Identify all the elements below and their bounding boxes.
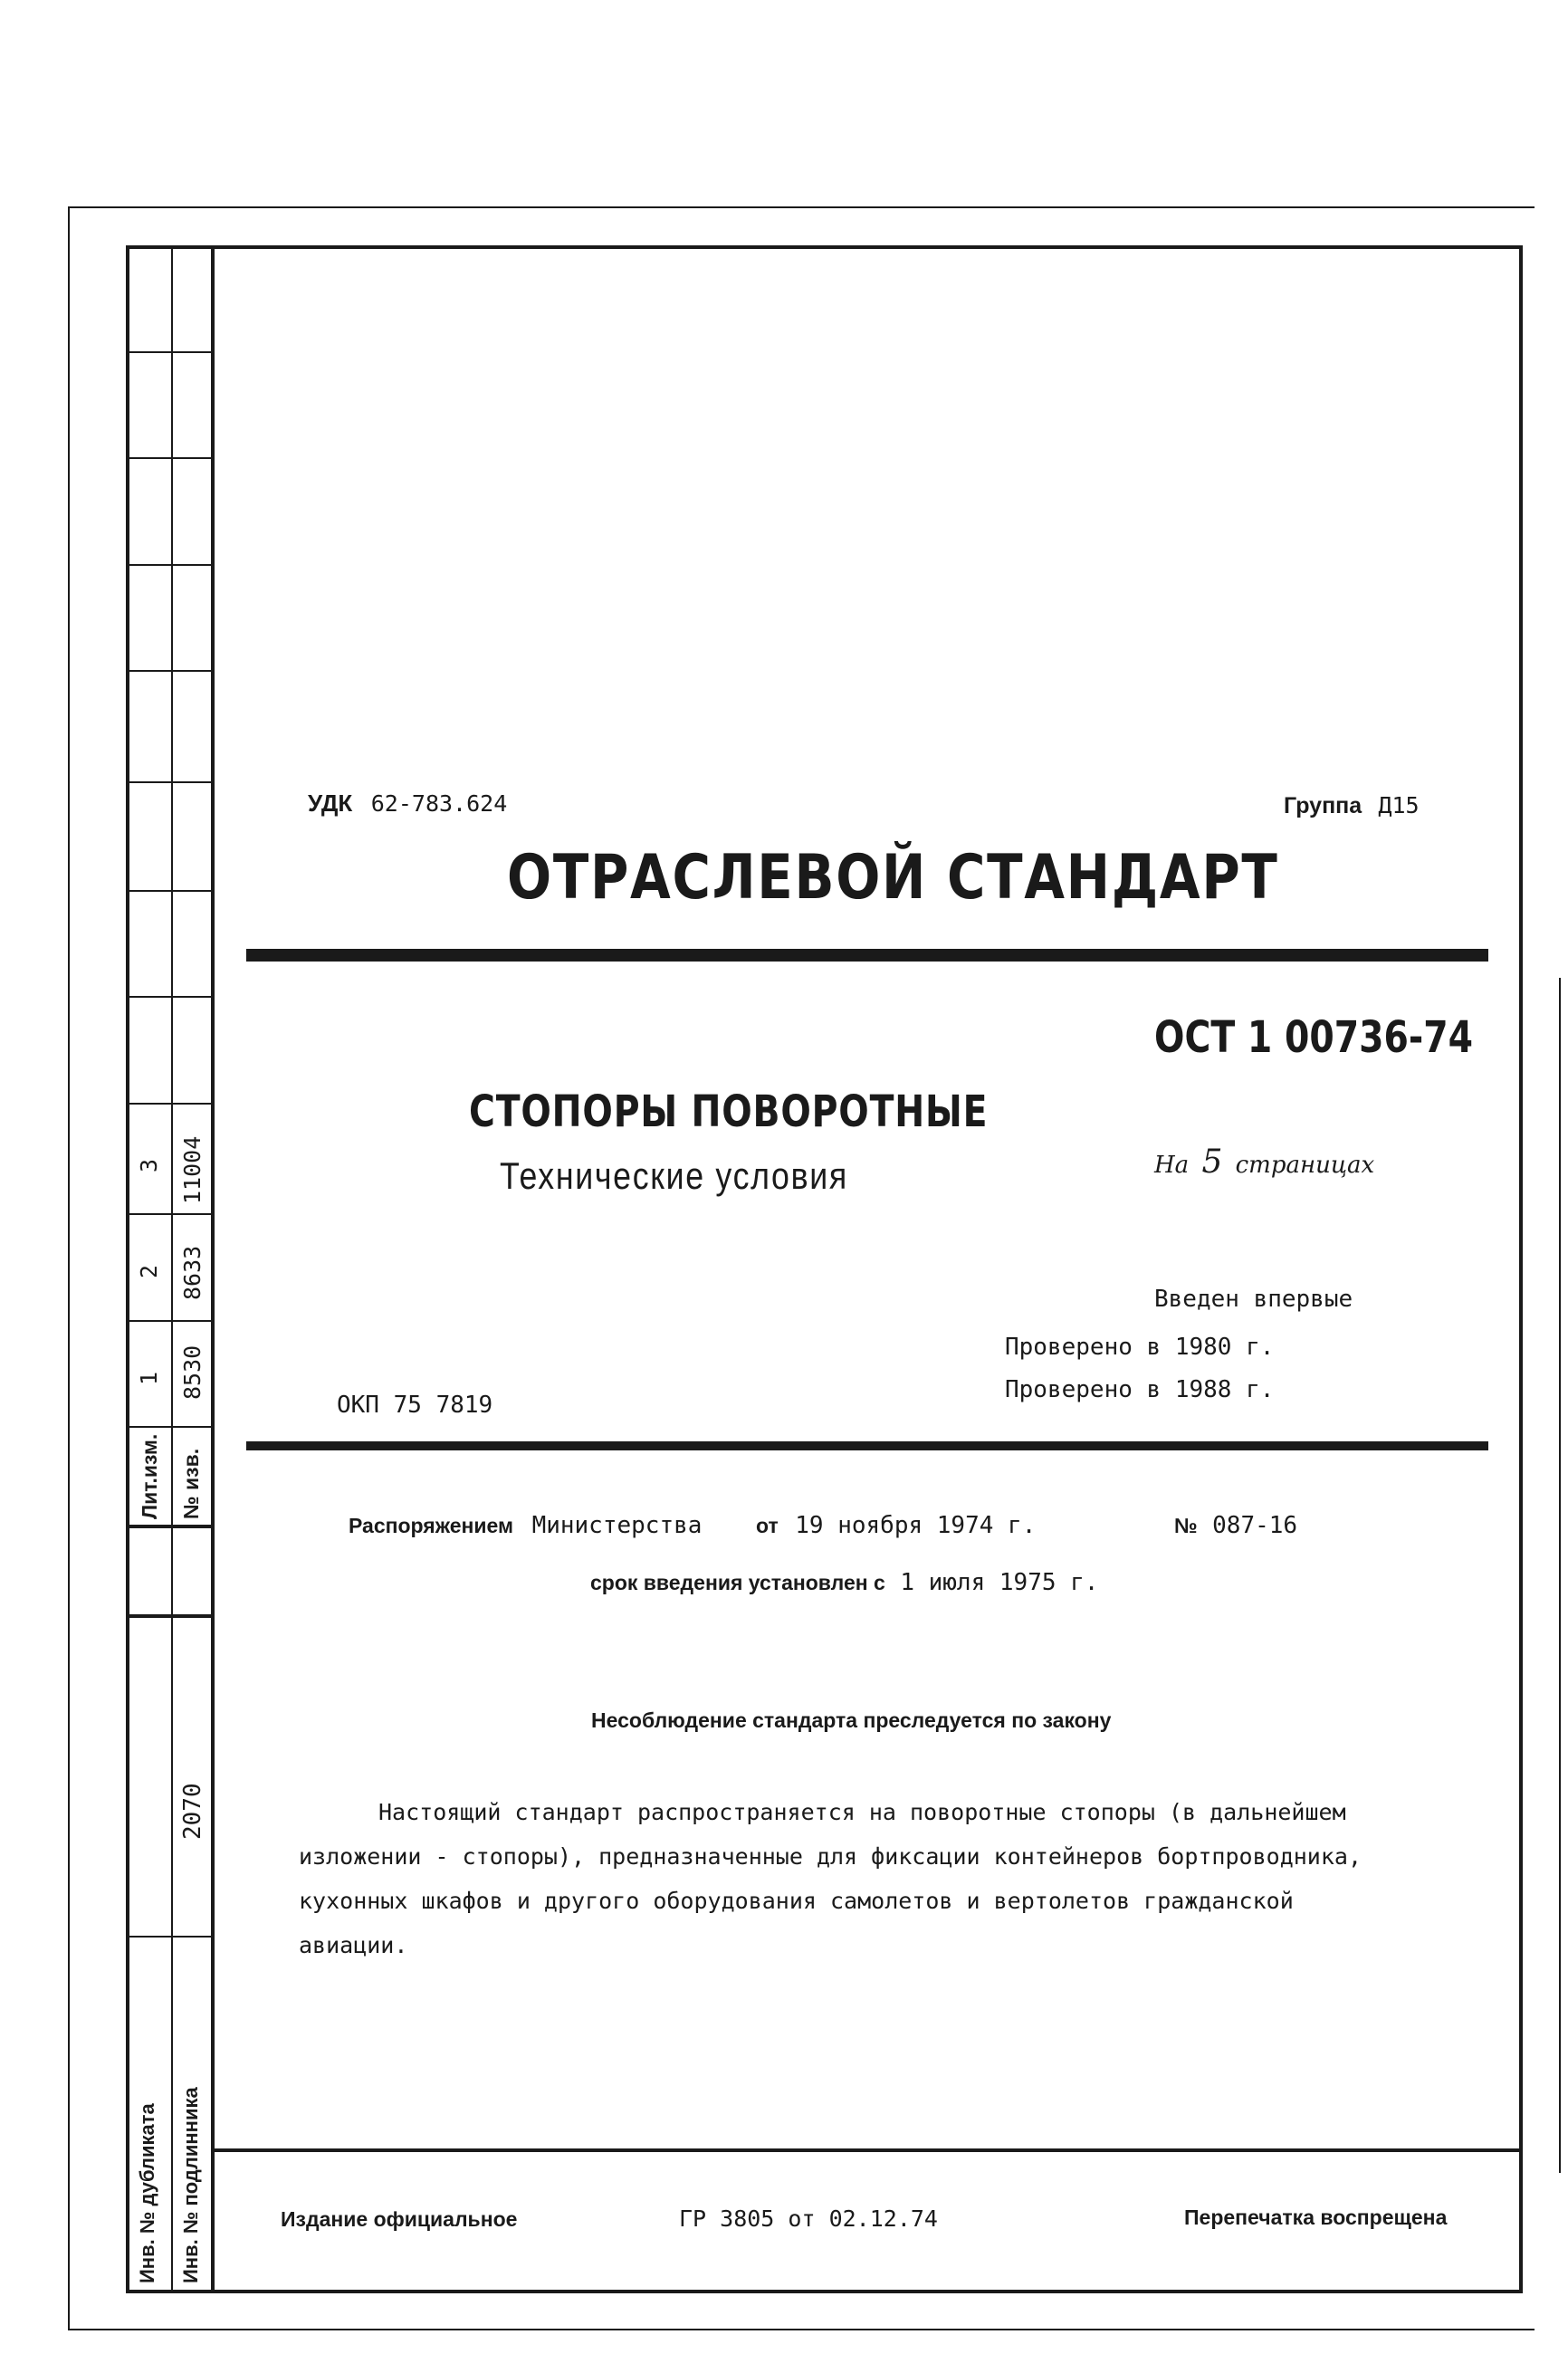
outer-frame-right-stub	[1559, 978, 1561, 2173]
side-doc-number-1: 8530	[179, 1344, 206, 1400]
inner-frame-left	[126, 245, 129, 2293]
side-grid-line-thick	[126, 1525, 213, 1528]
side-grid-line	[126, 351, 213, 353]
order-number-label: №	[1174, 1514, 1198, 1537]
standard-thick-rule	[246, 1441, 1488, 1450]
side-grid-line	[126, 1213, 213, 1215]
pages-count: 5	[1201, 1143, 1223, 1181]
pages-prefix: На	[1154, 1152, 1190, 1179]
footer-official-edition: Издание официальное	[281, 2207, 518, 2231]
effective-label: срок введения установлен с	[590, 1571, 885, 1594]
okp-code: ОКП 75 7819	[337, 1392, 493, 1419]
side-column-divider-2	[211, 245, 215, 2293]
side-doc-number-3: 11004	[179, 1135, 206, 1204]
footer-rule	[213, 2148, 1521, 2152]
order-date-label: от	[756, 1514, 779, 1537]
outer-frame-left	[68, 206, 70, 2329]
legal-warning: Несоблюдение стандарта преследуется по закону	[591, 1708, 1112, 1732]
effective-line	[590, 1569, 1098, 1596]
standard-subtitle: Технические условия	[500, 1154, 848, 1197]
order-date: 19 ноября 1974 г.	[795, 1512, 1037, 1539]
paragraph-line-1: Настоящий стандарт распространяется на поворотные стопоры (в дальнейшем	[378, 1799, 1346, 1825]
side-original-value: 2070	[179, 1783, 206, 1840]
group-label: Группа	[1284, 793, 1362, 818]
paragraph-line-3: кухонных шкафов и другого оборудования самолетов и вертолетов гражданской	[299, 1888, 1294, 1914]
paragraph-line-2: изложении - стопоры), предназначенные для фиксации контейнеров бортпроводника,	[299, 1843, 1362, 1870]
side-doc-number-2: 8633	[179, 1245, 206, 1300]
group-line	[1284, 792, 1420, 819]
side-doc-label: № изв.	[179, 1448, 203, 1519]
inner-frame-top	[126, 245, 1523, 249]
side-rev-label: Лит.изм.	[138, 1433, 161, 1519]
side-revision-2: 2	[136, 1264, 162, 1278]
outer-frame-top	[68, 206, 1535, 208]
side-original-label: Инв. № подлинника	[179, 2087, 202, 2283]
side-grid-line	[126, 781, 213, 783]
paragraph-line-4: авиации.	[299, 1932, 408, 1958]
footer-registration: ГР 3805 от 02.12.74	[679, 2206, 938, 2232]
side-revision-3: 3	[136, 1158, 162, 1172]
side-grid-line	[126, 1320, 213, 1322]
header-thick-rule	[246, 949, 1488, 962]
checked-note-1: Проверено в 1980 г.	[1005, 1334, 1275, 1361]
udk-label: УДК	[308, 789, 353, 817]
udk-value: 62-783.624	[370, 790, 508, 817]
side-grid-line	[126, 996, 213, 998]
side-grid-line	[126, 670, 213, 672]
side-grid-line	[126, 1103, 213, 1105]
inner-frame-bottom	[126, 2290, 1523, 2293]
order-date-line	[756, 1512, 1036, 1539]
checked-note-2: Проверено в 1988 г.	[1005, 1376, 1275, 1403]
side-grid-line	[126, 564, 213, 566]
order-by: Министерства	[531, 1512, 703, 1539]
order-line	[349, 1512, 702, 1539]
pages-suffix: страницах	[1235, 1152, 1375, 1179]
standard-name: СТОПОРЫ ПОВОРОТНЫЕ	[469, 1086, 989, 1137]
effective-date: 1 июля 1975 г.	[900, 1569, 1099, 1596]
side-column-divider-1	[171, 245, 173, 2293]
inner-frame-right	[1519, 245, 1523, 2293]
pages-line	[1154, 1143, 1374, 1181]
order-number-line	[1174, 1512, 1297, 1539]
introduced-note: Введен впервые	[1154, 1286, 1353, 1313]
side-grid-line	[126, 890, 213, 892]
side-grid-line-thick	[126, 1614, 213, 1618]
side-grid-line	[126, 457, 213, 459]
outer-frame-bottom	[68, 2329, 1535, 2330]
group-value: Д15	[1378, 792, 1420, 818]
side-revision-1: 1	[136, 1371, 162, 1385]
body-paragraph	[299, 1790, 1362, 1967]
side-duplicate-label: Инв. № дубликата	[136, 2103, 158, 2283]
standard-number: ОСТ 1 00736-74	[1154, 1012, 1474, 1063]
order-number: 087-16	[1212, 1512, 1298, 1539]
side-grid-line	[126, 1426, 213, 1428]
side-grid-line	[126, 1936, 213, 1938]
order-label: Распоряжением	[349, 1514, 514, 1537]
document-title: ОТРАСЛЕВОЙ СТАНДАРТ	[507, 842, 1279, 914]
footer-reprint-prohibited: Перепечатка воспрещена	[1184, 2206, 1448, 2229]
udk-line	[308, 789, 507, 818]
